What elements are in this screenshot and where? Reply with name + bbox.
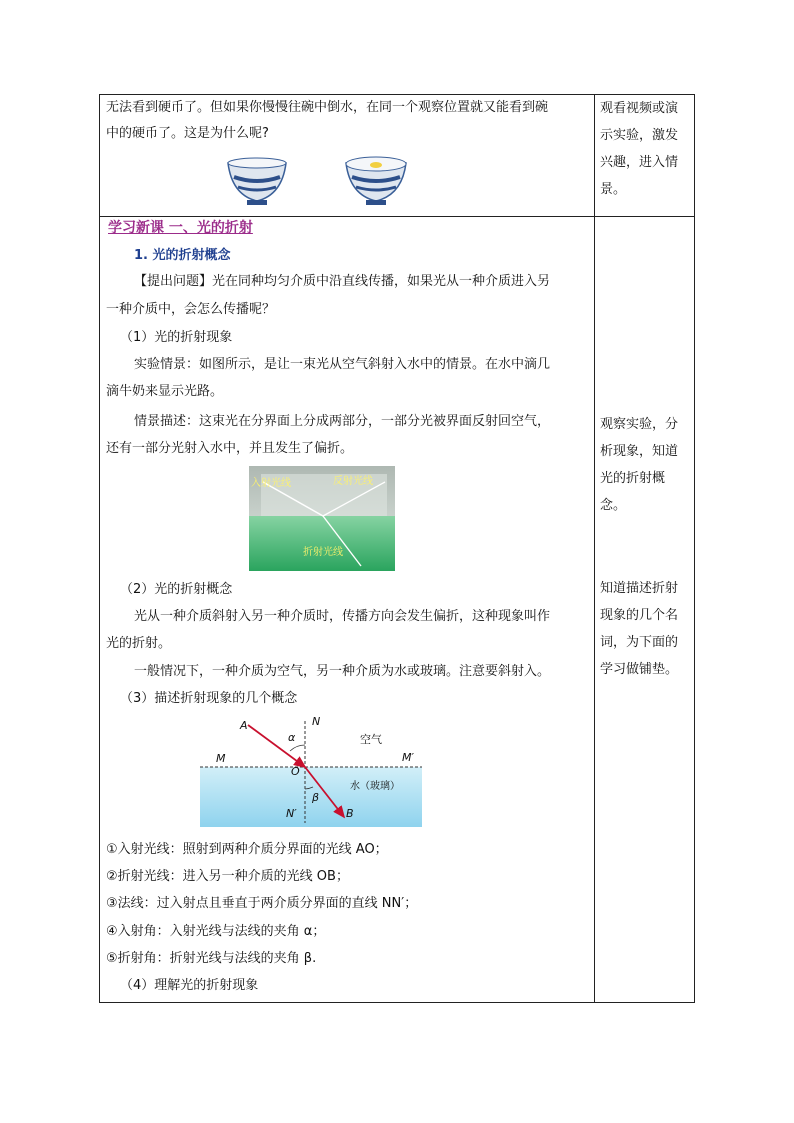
heading-refraction-phenomenon: （1）光的折射现象	[120, 330, 233, 345]
heading-refraction-concept: （2）光的折射概念	[120, 582, 233, 597]
refraction-photo	[249, 466, 395, 571]
definition-line-1: 光从一种介质斜射入另一种介质时，传播方向会发生偏折，这种现象叫作	[134, 609, 551, 624]
label-alpha: α	[288, 731, 296, 744]
label-water: 水（玻璃）	[350, 781, 400, 792]
bowl-with-coin	[346, 157, 406, 205]
general-note: 一般情况下，一种介质为空气，另一种介质为水或玻璃。注意要斜射入。	[134, 664, 551, 679]
question-line-2: 一种介质中，会怎么传播呢？	[106, 302, 276, 317]
label-B: B	[346, 807, 354, 820]
subheading-refraction-concept: 1. 光的折射概念	[134, 248, 231, 263]
concept-refraction-angle: ⑤折射角：折射光线与法线的夹角 β.	[106, 951, 317, 966]
bowls-image	[222, 155, 422, 211]
empty-bowl	[228, 158, 286, 205]
concept-incident-ray: ①入射光线：照射到两种介质分界面的光线 AO；	[106, 842, 388, 857]
top-side-note: 观看视频或演示实验，激发兴趣，进入情景。	[600, 101, 679, 197]
label-air: 空气	[360, 733, 382, 746]
label-M-prime: M′	[402, 751, 414, 764]
experiment-line-2: 滴牛奶来显示光路。	[106, 384, 224, 399]
question-line-1: 【提出问题】光在同种均匀介质中沿直线传播，如果光从一种介质进入另	[134, 274, 551, 289]
heading-concepts: （3）描述折射现象的几个概念	[120, 691, 298, 706]
heading-understanding: （4）理解光的折射现象	[120, 978, 259, 993]
experiment-line-1: 实验情景：如图所示，是让一束光从空气斜射入水中的情景。在水中滴几	[134, 357, 551, 372]
concept-incident-angle: ④入射角：入射光线与法线的夹角 α；	[106, 924, 326, 939]
label-M: M	[216, 752, 226, 765]
lesson-table	[99, 94, 695, 1003]
definition-line-2: 光的折射。	[106, 636, 172, 651]
refracted-ray-label: 折射光线	[303, 547, 343, 558]
row-divider	[100, 216, 694, 217]
side-note-terms: 知道描述折射现象的几个名词，为下面的学习做铺垫。	[600, 581, 679, 677]
incident-ray-label: 入射光线	[251, 478, 291, 489]
concept-normal: ③法线：过入射点且垂直于两介质分界面的直线 NN′；	[106, 896, 418, 911]
description-line-2: 还有一部分光射入水中，并且发生了偏折。	[106, 441, 354, 456]
label-N: N	[312, 715, 321, 728]
label-beta: β	[312, 791, 320, 804]
side-note-observe: 观察实验，分析现象，知道光的折射概念。	[600, 417, 679, 513]
refraction-diagram	[200, 715, 422, 827]
column-divider	[594, 95, 595, 1002]
label-N-prime: N′	[286, 807, 297, 820]
description-line-1: 情景描述：这束光在分界面上分成两部分，一部分光被界面反射回空气，	[134, 414, 551, 429]
top-text-line-1: 无法看到硬币了。但如果你慢慢往碗中倒水，在同一个观察位置就又能看到碗	[106, 100, 549, 115]
concept-refracted-ray: ②折射光线：进入另一种介质的光线 OB；	[106, 869, 349, 884]
coin-icon	[370, 162, 382, 168]
section-title: 学习新课 一、光的折射	[108, 220, 253, 236]
reflected-ray-label: 反射光线	[333, 476, 373, 487]
label-O: O	[291, 765, 300, 778]
top-text-line-2: 中的硬币了。这是为什么呢?	[106, 126, 269, 141]
label-A: A	[240, 719, 248, 732]
